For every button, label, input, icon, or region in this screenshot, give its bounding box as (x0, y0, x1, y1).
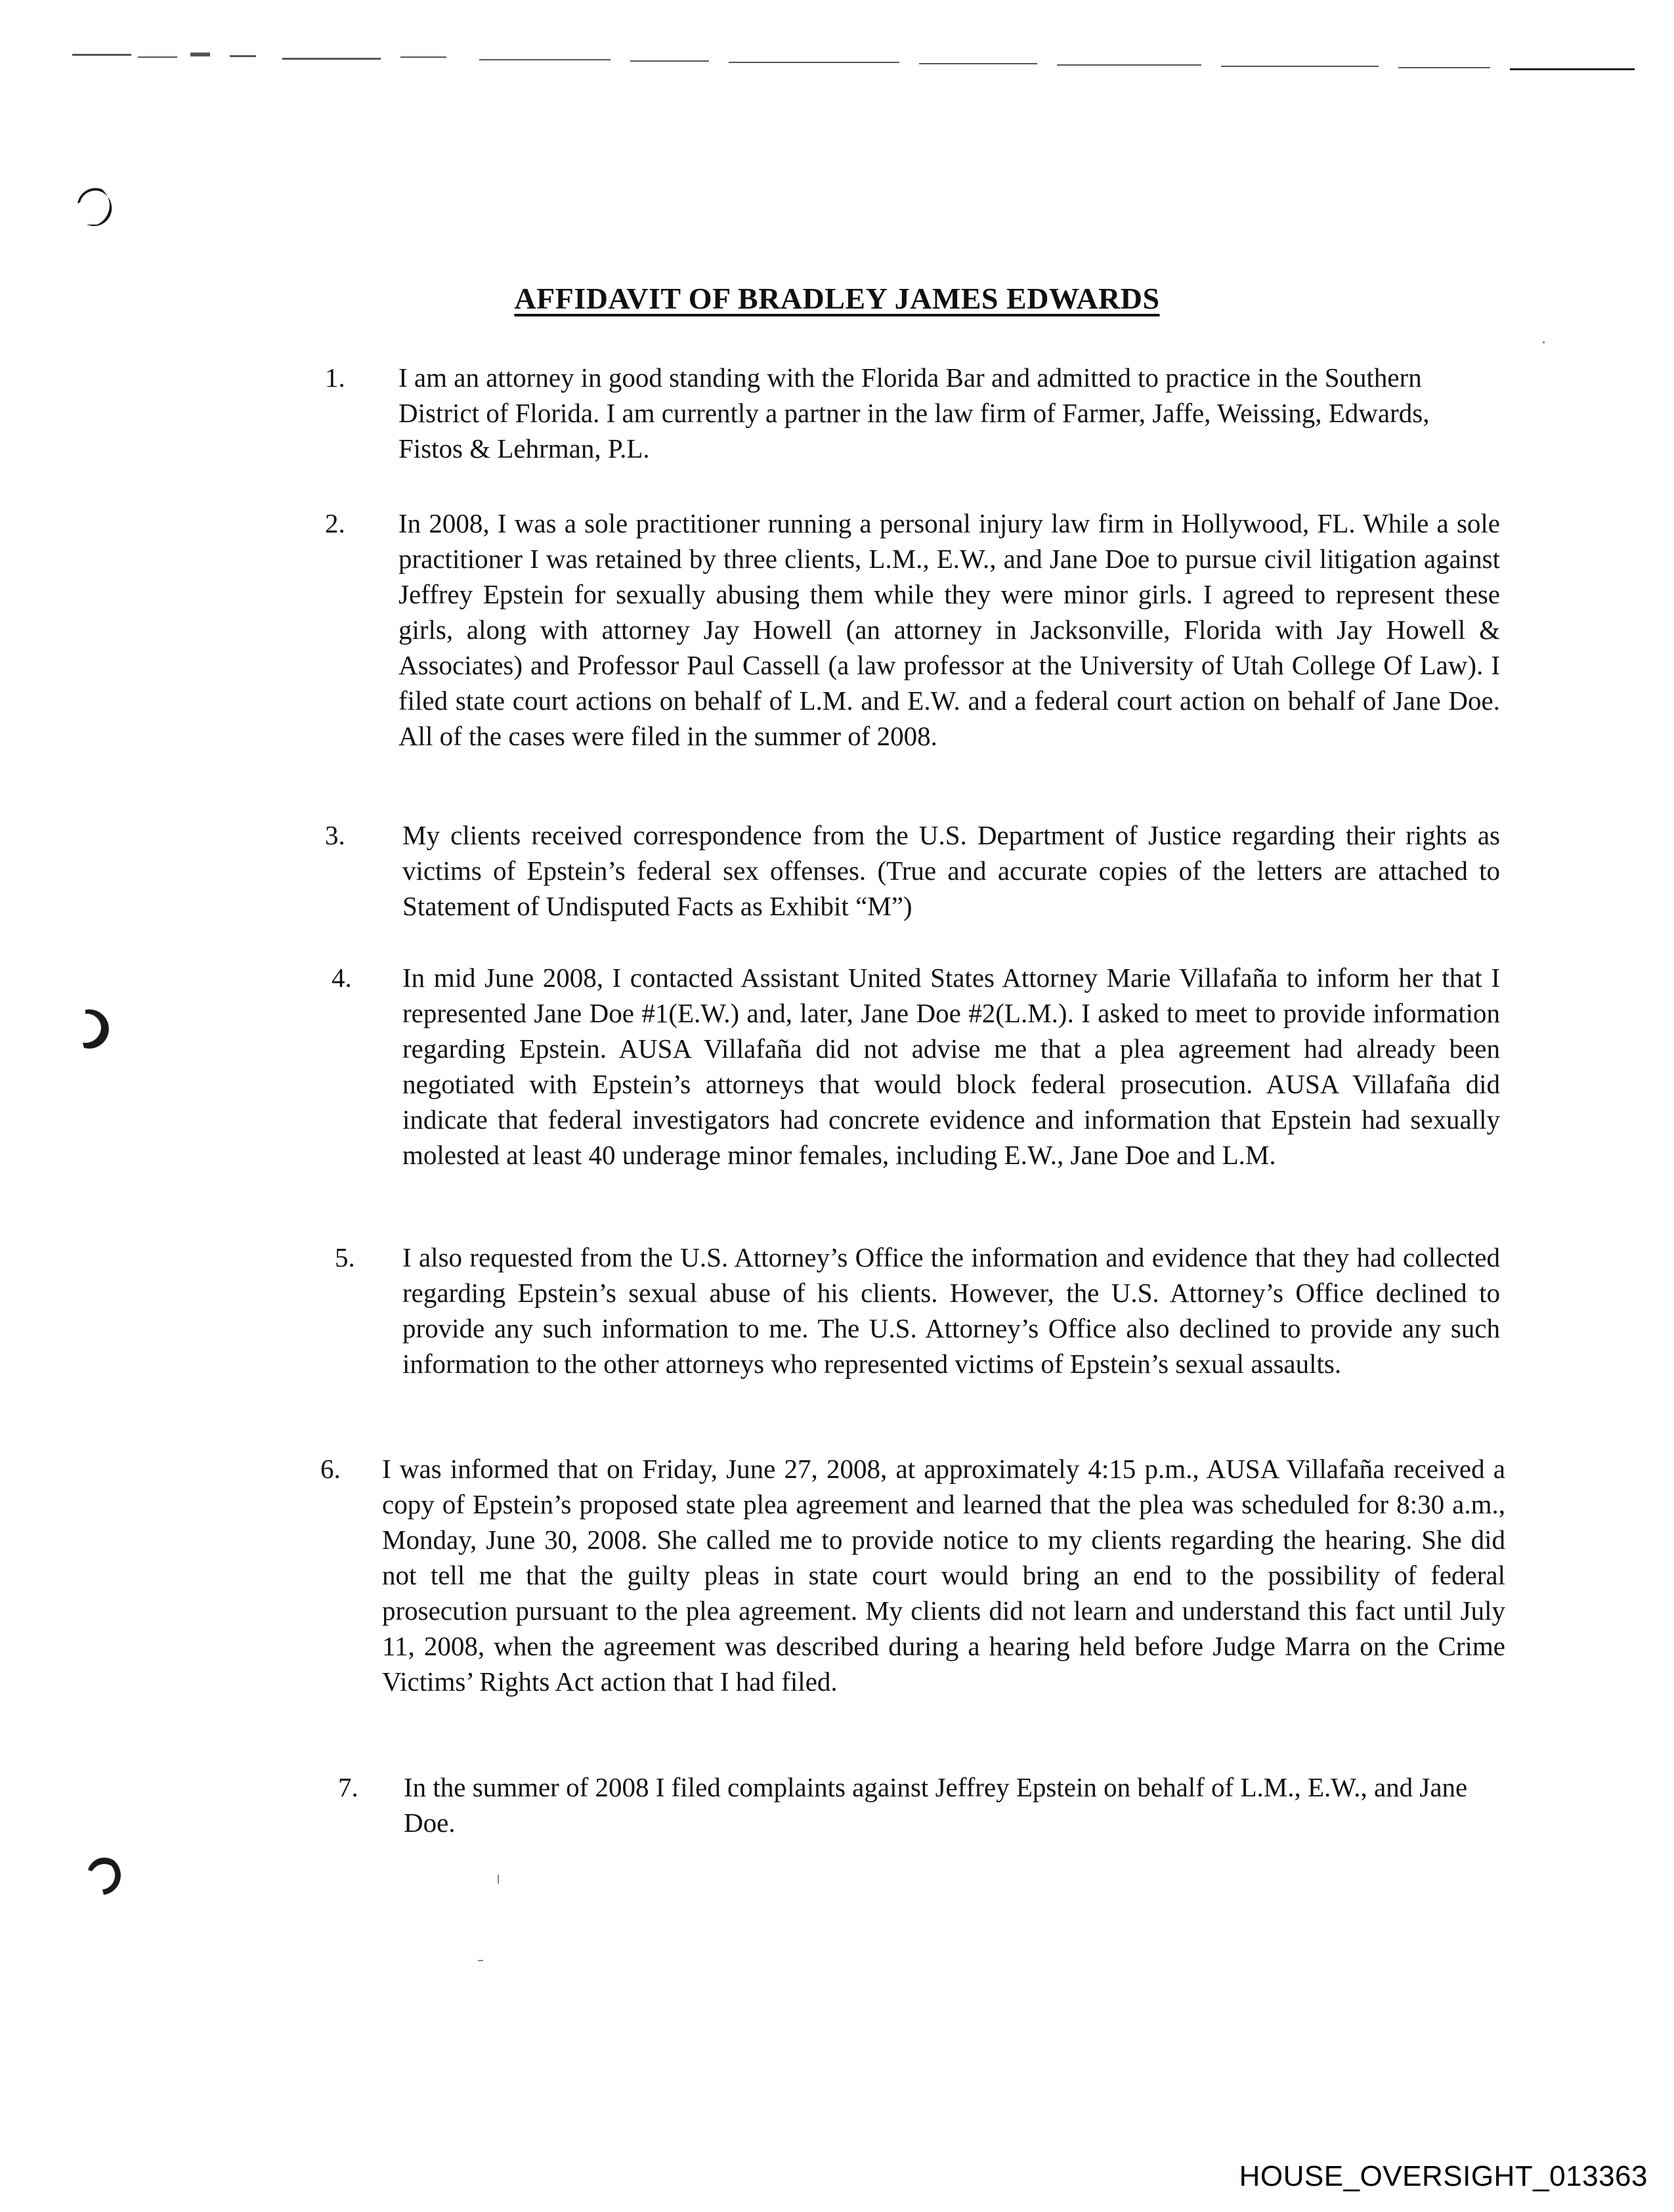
paragraph-6 (320, 1451, 1505, 1699)
paragraph-text: I was informed that on Friday, June 27, 2008, at approximately 4:15 p.m., AUSA Villafaña received a copy of Epstein’s proposed state plea agreement and learned that the plea was scheduled for 8:30 a.m., Monday, June 30, 2008. She called me to provide notice to my clients regarding the hearing. She did not tell me that the guilty pleas in state court would bring an end to the possibility of federal prosecution pursuant to the plea agreement. My clients did not learn and understand this fact until July 11, 2008, when the agreement was described during a hearing held before Judge Marra on the Crime Victims’ Rights Act action that I had filed. (382, 1454, 1505, 1697)
paragraph-number: 5. (335, 1242, 355, 1272)
paragraph-number: 1. (325, 362, 345, 393)
paragraph-text: In 2008, I was a sole practitioner running a personal injury law firm in Hollywood, FL. While a sole practitioner I was retained by three clients, L.M., E.W., and Jane Doe to pursue civil litigation against Jeffrey Epstein for sexually abusing them while they were minor girls. I agreed to represent these girls, along with attorney Jay Howell (an attorney in Jacksonville, Florida with Jay Howell & Associates) and Professor Paul Cassell (a law professor at the University of Utah College Of Law). I filed state court actions on behalf of L.M. and E.W. and a federal court action on behalf of Jane Doe. All of the cases were filed in the summer of 2008. (398, 508, 1500, 751)
scan-speck (1543, 341, 1545, 343)
paragraph-7 (338, 1769, 1507, 1840)
paragraph-text: In mid June 2008, I contacted Assistant United States Attorney Marie Villafaña to inform her that I represented Jane Doe #1(E.W.) and, later, Jane Doe #2(L.M.). I asked to meet to provide information regarding Epstein. AUSA Villafaña did not advise me that a plea agreement had already been negotiated with Epstein’s attorneys that would block federal prosecution. AUSA Villafaña did indicate that federal investigators had concrete evidence and information that Epstein had sexually molested at least 40 underage minor females, including E.W., Jane Doe and L.M. (402, 963, 1500, 1170)
document-title (0, 281, 1674, 316)
paragraph-number: 4. (332, 963, 352, 993)
hole-punch-icon (72, 1005, 118, 1051)
paragraph-5 (335, 1240, 1500, 1381)
scan-speck (498, 1875, 499, 1884)
paragraph-text: I also requested from the U.S. Attorney’s Office the information and evidence that they had collected regarding Epstein’s sexual abuse of his clients. However, the U.S. Attorney’s Office declined to provide any such information to me. The U.S. Attorney’s Office also declined to provide any such information to the other attorneys who represented victims of Epstein’s sexual assaults. (402, 1242, 1500, 1379)
paragraph-number: 6. (320, 1454, 341, 1484)
paragraph-4 (332, 960, 1500, 1173)
paragraph-text: In the summer of 2008 I filed complaints against Jeffrey Epstein on behalf of L.M., E.W., and Jane Doe. (404, 1772, 1468, 1838)
paragraph-1 (325, 360, 1477, 466)
paragraph-number: 3. (325, 820, 345, 850)
hole-punch-icon (72, 184, 118, 230)
paragraph-text: I am an attorney in good standing with the Florida Bar and admitted to practice in the Southern District of Florida. I am currently a partner in the law firm of Farmer, Jaffe, Weissing, Edwards, Fistos & Lehrman, P.L. (398, 362, 1430, 464)
paragraph-number: 7. (338, 1772, 358, 1802)
paragraph-text: My clients received correspondence from the U.S. Department of Justice regarding their rights as victims of Epstein’s federal sex offenses. (True and accurate copies of the letters are attached to Statement of Undisputed Facts as Exhibit “M”) (402, 820, 1500, 921)
paragraph-2 (325, 506, 1500, 754)
bates-number: HOUSE_OVERSIGHT_013363 (1239, 2160, 1648, 2192)
hole-punch-icon (85, 1852, 131, 1898)
scan-speck (478, 1960, 483, 1961)
paragraph-3 (325, 817, 1500, 924)
title-text: AFFIDAVIT OF BRADLEY JAMES EDWARDS (514, 282, 1160, 315)
paragraph-number: 2. (325, 508, 345, 538)
scan-edge-artifact (72, 51, 1635, 77)
